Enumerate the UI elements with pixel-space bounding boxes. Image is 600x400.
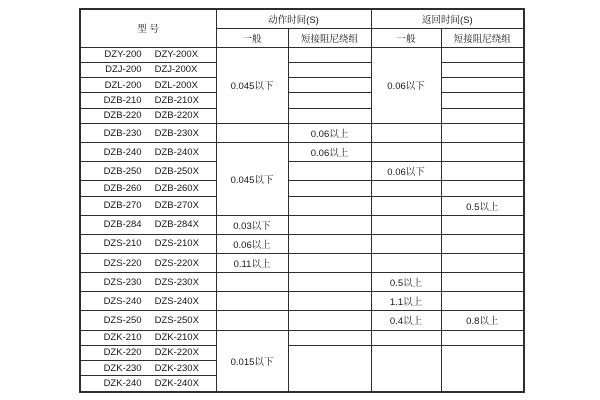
empty-cell [288,330,371,345]
model-name-x: DZK-220X [154,347,199,359]
model-name: DZK-230 [103,362,142,374]
model-cell [80,254,216,273]
model-cell [80,78,216,93]
value-cell: 0.03以下 [216,215,288,234]
empty-cell [371,123,441,142]
model-name: DZB-240 [103,146,142,158]
empty-cell [288,93,371,108]
model-cell [80,345,216,360]
empty-cell [216,311,288,330]
empty-cell [216,273,288,292]
empty-cell [371,215,441,234]
empty-cell [441,93,524,108]
empty-cell [288,345,371,392]
table-row [80,273,524,292]
empty-cell [288,292,371,311]
empty-cell [288,196,371,215]
empty-cell [371,234,441,253]
empty-cell [288,108,371,123]
model-name: DZK-210 [103,332,142,344]
table-row [80,143,524,162]
model-name-x: DZB-270X [154,200,199,212]
action-time-header: 动作时间(S) [216,9,371,28]
model-cell [80,292,216,311]
empty-cell [371,254,441,273]
empty-cell [288,254,371,273]
model-name: DZB-210 [103,95,142,107]
model-cell [80,93,216,108]
model-name: DZY-200 [104,49,142,61]
value-cell: 0.06以下 [371,162,441,181]
relay-spec-table [79,8,525,393]
model-name: DZB-230 [103,127,142,139]
model-cell [80,108,216,123]
model-name-x: DZS-250X [154,314,199,326]
table-row [80,234,524,253]
model-name-x: DZS-230X [154,276,199,288]
model-name-x: DZK-210X [154,332,199,344]
model-cell [80,181,216,196]
model-name: DZB-250 [103,165,142,177]
model-cell [80,330,216,345]
empty-cell [371,181,441,196]
empty-cell [441,181,524,196]
empty-cell [441,345,524,392]
empty-cell [216,123,288,142]
model-name: DZK-220 [103,347,142,359]
model-name-x: DZK-240X [154,378,199,390]
table-row [80,78,524,93]
empty-cell [288,47,371,62]
model-name-x: DZB-250X [154,165,199,177]
empty-cell [288,181,371,196]
model-name-x: DZL-200X [154,79,198,91]
model-cell [80,376,216,392]
model-cell [80,62,216,77]
table-row [80,311,524,330]
model-name-x: DZB-284X [154,219,199,231]
table-row [80,215,524,234]
table-row [80,196,524,215]
value-cell: 1.1以上 [371,292,441,311]
model-name: DZS-210 [103,238,142,250]
value-cell: 0.06以下 [371,47,441,123]
table-row [80,62,524,77]
table-row [80,93,524,108]
model-name: DZS-230 [103,276,142,288]
empty-cell [441,254,524,273]
model-name-x: DZB-240X [154,146,199,158]
action-general-header: 一般 [216,28,288,47]
model-name-x: DZK-230X [154,362,199,374]
value-cell: 0.5以上 [441,196,524,215]
return-damping-header: 短接阻尼绕组 [441,28,524,47]
model-cell [80,234,216,253]
return-general-header: 一般 [371,28,441,47]
empty-cell [441,292,524,311]
model-cell [80,47,216,62]
model-cell [80,361,216,376]
model-cell [80,123,216,142]
value-cell: 0.06以上 [288,143,371,162]
empty-cell [371,143,441,162]
table-row [80,181,524,196]
empty-cell [288,62,371,77]
empty-cell [441,62,524,77]
model-name: DZB-270 [103,200,142,212]
table-row [80,47,524,62]
value-cell: 0.8以上 [441,311,524,330]
model-name-x: DZB-230X [154,127,199,139]
model-name: DZS-240 [103,295,142,307]
empty-cell [441,215,524,234]
empty-cell [288,273,371,292]
empty-cell [288,234,371,253]
model-name: DZS-220 [103,257,142,269]
model-name-x: DZS-240X [154,295,199,307]
table-row [80,162,524,181]
value-cell: 0.11以上 [216,254,288,273]
model-name-x: DZY-200X [154,49,199,61]
table-row [80,330,524,345]
empty-cell [288,215,371,234]
model-name-x: DZS-220X [154,257,199,269]
empty-cell [371,196,441,215]
empty-cell [288,311,371,330]
model-name: DZB-220 [103,110,142,122]
model-header: 型 号 [80,9,216,47]
empty-cell [441,273,524,292]
model-name: DZL-200 [104,79,142,91]
model-cell [80,196,216,215]
model-name-x: DZB-220X [154,110,199,122]
table-row [80,108,524,123]
empty-cell [216,292,288,311]
value-cell: 0.4以上 [371,311,441,330]
table-row [80,123,524,142]
return-time-header: 返回时间(S) [371,9,524,28]
empty-cell [441,78,524,93]
empty-cell [441,108,524,123]
table-row [80,345,524,360]
model-cell [80,162,216,181]
value-cell: 0.06以上 [288,123,371,142]
model-name: DZB-260 [103,183,142,194]
header-row-1 [80,9,524,28]
value-cell: 0.5以上 [371,273,441,292]
model-cell [80,143,216,162]
empty-cell [288,162,371,181]
model-name: DZK-240 [103,378,142,390]
model-name: DZB-284 [103,219,142,231]
model-name: DZJ-200 [105,64,142,76]
empty-cell [371,330,441,345]
empty-cell [441,234,524,253]
model-name-x: DZB-210X [154,95,199,107]
empty-cell [371,345,441,392]
action-damping-header: 短接阻尼绕组 [288,28,371,47]
model-name-x: DZB-260X [154,183,199,194]
table-row [80,292,524,311]
value-cell: 0.015以下 [216,330,288,392]
table-row [80,254,524,273]
value-cell: 0.06以上 [216,234,288,253]
model-cell [80,273,216,292]
empty-cell [441,47,524,62]
model-name: DZS-250 [103,314,142,326]
empty-cell [441,123,524,142]
value-cell: 0.045以下 [216,47,288,123]
empty-cell [441,330,524,345]
value-cell: 0.045以下 [216,143,288,216]
model-name-x: DZS-210X [154,238,199,250]
empty-cell [441,143,524,162]
model-cell [80,215,216,234]
model-cell [80,311,216,330]
empty-cell [441,162,524,181]
empty-cell [288,78,371,93]
model-name-x: DZJ-200X [154,64,198,76]
